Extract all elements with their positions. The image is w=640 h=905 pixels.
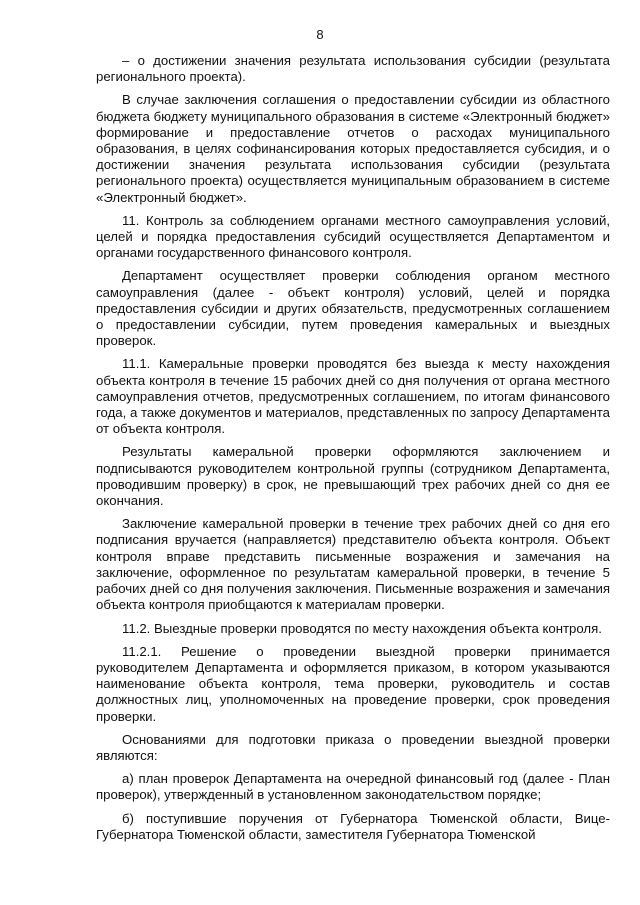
paragraph-7: Заключение камеральной проверки в течение трех рабочих дней со дня его подписания вручается (направляется) представителю объекта контроля. Объект контроля вправе представить письменные возражения и замечания на заключение, оформленное по результатам камеральной проверки, в течение 5 рабочих дней со дня получения заключения. Письменные возражения и замечания объекта контроля приобщаются к материалам проверки. [96, 516, 610, 613]
paragraph-1: – о достижении значения результата использования субсидии (результата регионального проекта). [96, 53, 610, 85]
paragraph-11: а) план проверок Департамента на очередной финансовый год (далее - План проверок), утвержденный в установленном законодательством порядке; [96, 771, 610, 803]
paragraph-9: 11.2.1. Решение о проведении выездной проверки принимается руководителем Департамента и оформляется приказом, в котором указываются наименование объекта контроля, тема проверки, руководитель и состав должностных лиц, уполномоченных на проведение проверки, срок проведения проверки. [96, 643, 610, 724]
paragraph-4: Департамент осуществляет проверки соблюдения органом местного самоуправления (далее - объект контроля) условий, целей и порядка предоставления субсидии и других обязательств, предусмотренных соглашением о предоставлении субсидии, путем проведения камеральных и выездных проверок. [96, 268, 610, 349]
paragraph-8: 11.2. Выездные проверки проводятся по месту нахождения объекта контроля. [122, 620, 602, 636]
paragraph-6: Результаты камеральной проверки оформляются заключением и подписываются руководителем контрольной группы (сотрудником Департамента, проводившим проверку) в срок, не превышающий трех рабочих дней со дня ее окончания. [96, 444, 610, 509]
page-number: 8 [316, 27, 324, 42]
paragraph-5: 11.1. Камеральные проверки проводятся без выезда к месту нахождения объекта контроля в течение 15 рабочих дней со дня получения от органа местного самоуправления отчетов, предусмотренных соглашением, по итогам финансового года, а также документов и материалов, представленных по запросу Департамента от объекта контроля. [96, 356, 610, 437]
paragraph-12: б) поступившие поручения от Губернатора Тюменской области, Вице-Губернатора Тюменской области, заместителя Губернатора Тюменской [96, 810, 610, 842]
paragraph-3: 11. Контроль за соблюдением органами местного самоуправления условий, целей и порядка предоставления субсидий осуществляется Департаментом и органами государственного финансового контроля. [96, 212, 610, 261]
paragraph-2: В случае заключения соглашения о предоставлении субсидии из областного бюджета бюджету муниципального образования в системе «Электронный бюджет» формирование и предоставление отчетов о расходах муниципального образования, в целях софинансирования которых предоставляется субсидия, и о достижении значения результата использования субсидии (результата регионального проекта) осуществляется муниципальным образованием в системе «Электронный бюджет». [96, 92, 610, 205]
document-body [96, 53, 610, 843]
paragraph-10: Основаниями для подготовки приказа о проведении выездной проверки являются: [96, 731, 610, 763]
